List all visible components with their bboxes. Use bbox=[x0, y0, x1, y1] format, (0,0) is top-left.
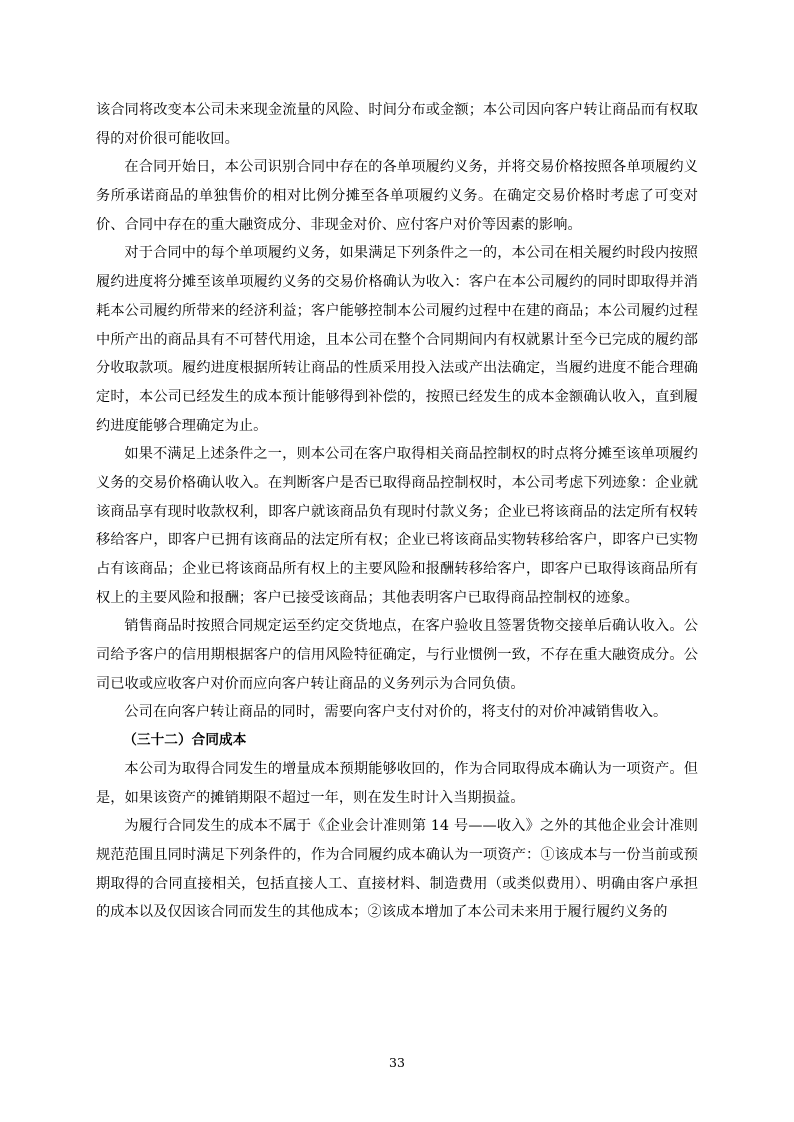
paragraph: 在合同开始日，本公司识别合同中存在的各单项履约义务，并将交易价格按照各单项履约义务所承诺商品的单独售价的相对比例分摊至各单项履约义务。在确定交易价格时考虑了可变对价、合同中存在的重大融资成分、非现金对价、应付客户对价等因素的影响。 bbox=[96, 159, 698, 233]
paragraph: 为履行合同发生的成本不属于《企业会计准则第 14 号——收入》之外的其他企业会计准则规范范围且同时满足下列条件的，作为合同履约成本确认为一项资产：①该成本与一份当前或预期取得的合同直接相关，包括直接人工、直接材料、制造费用（或类似费用）、明确由客户承担的成本以及仅因该合同而发生的其他成本；②该成本增加了本公司未来用于履行履约义务的 bbox=[96, 818, 698, 921]
paragraph: 公司在向客户转让商品的同时，需要向客户支付对价的，将支付的对价冲减销售收入。 bbox=[124, 704, 668, 721]
paragraph: 该合同将改变本公司未来现金流量的风险、时间分布或金额；本公司因向客户转让商品而有权取得的对价很可能收回。 bbox=[96, 102, 698, 147]
paragraph: 销售商品时按照合同规定运至约定交货地点，在客户验收且签署货物交接单后确认收入。公司给予客户的信用期根据客户的信用风险特征确定，与行业惯例一致，不存在重大融资成分。公司已收或应收客户对价而应向客户转让商品的义务列示为合同负债。 bbox=[96, 618, 698, 692]
paragraph: 如果不满足上述条件之一，则本公司在客户取得相关商品控制权的时点将分摊至该单项履约义务的交易价格确认收入。在判断客户是否已取得商品控制权时，本公司考虑下列迹象：企业就该商品享有现时收款权利，即客户就该商品负有现时付款义务；企业已将该商品的法定所有权转移给客户，即客户已拥有该商品的法定所有权；企业已将该商品实物转移给客户，即客户已实物占有该商品；企业已将该商品所有权上的主要风险和报酬转移给客户，即客户已取得该商品所有权上的主要风险和报酬；客户已接受该商品；其他表明客户已取得商品控制权的迹象。 bbox=[96, 446, 698, 606]
page-number: 33 bbox=[389, 1055, 405, 1070]
paragraph: 对于合同中的每个单项履约义务，如果满足下列条件之一的，本公司在相关履约时段内按照履约进度将分摊至该单项履约义务的交易价格确认为收入：客户在本公司履约的同时即取得并消耗本公司履约所带来的经济利益；客户能够控制本公司履约过程中在建的商品；本公司履约过程中所产出的商品具有不可替代用途，且本公司在整个合同期间内有权就累计至今已完成的履约部分收取款项。履约进度根据所转让商品的性质采用投入法或产出法确定，当履约进度不能合理确定时，本公司已经发生的成本预计能够得到补偿的，按照已经发生的成本金额确认收入，直到履约进度能够合理确定为止。 bbox=[96, 245, 698, 434]
document-body bbox=[96, 96, 698, 927]
section-heading: （三十二）合同成本 bbox=[123, 732, 247, 749]
paragraph: 本公司为取得合同发生的增量成本预期能够收回的，作为合同取得成本确认为一项资产。但是，如果该资产的摊销期限不超过一年，则在发生时计入当期损益。 bbox=[96, 760, 698, 806]
